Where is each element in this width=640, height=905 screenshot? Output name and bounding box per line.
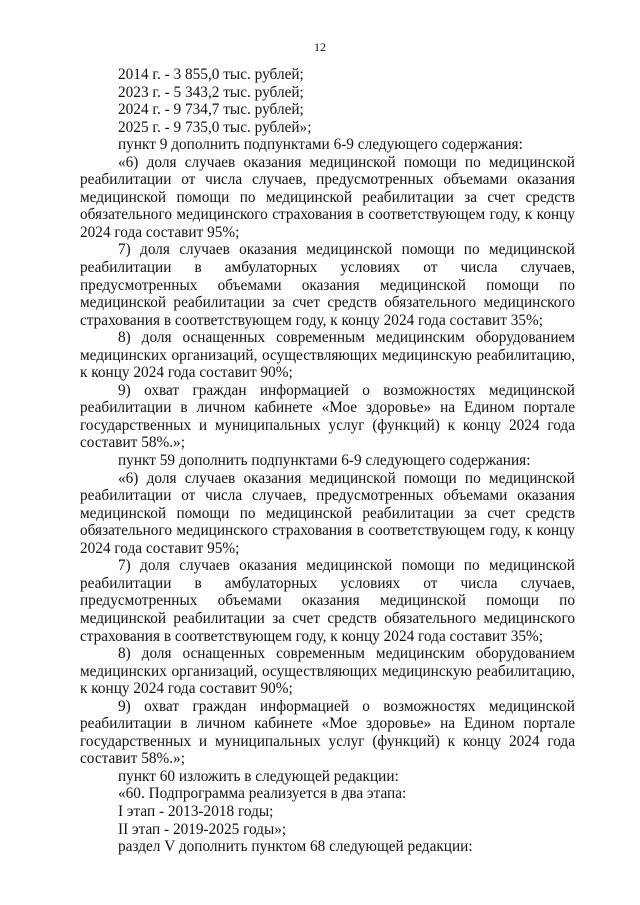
paragraph-item-8: 8) доля оснащенных современным медицинским оборудованием медицинских организаций, осуществляющих медицинскую реабилитацию, к концу 2024 года составит 90%; [80, 329, 575, 382]
paragraph-item-6: «6) доля случаев оказания медицинской помощи по медицинской реабилитации от числа случаев, предусмотренных объемами оказания медицинской помощи по медицинской реабилитации за счет средств обязательного медицинского страхования в соответствующем году, к концу 2024 года составит 95%; [80, 153, 575, 241]
paragraph-point-59-intro: пункт 59 дополнить подпунктами 6-9 следующего содержания: [118, 452, 531, 470]
paragraph-point-9-intro: пункт 9 дополнить подпунктами 6-9 следующего содержания: [118, 136, 523, 154]
paragraph-section-v-intro: раздел V дополнить пунктом 68 следующей редакции: [118, 838, 473, 856]
paragraph-point-60-intro: пункт 60 изложить в следующей редакции: [118, 767, 399, 785]
paragraph-stage-2: II этап - 2019-2025 годы»; [118, 820, 287, 838]
paragraph-funding-2023: 2023 г. - 5 343,2 тыс. рублей; [118, 83, 304, 101]
document-body [80, 66, 575, 856]
paragraph-item-6: «6) доля случаев оказания медицинской помощи по медицинской реабилитации от числа случаев, предусмотренных объемами оказания медицинской помощи по медицинской реабилитации за счет средств обязательного медицинского страхования в соответствующем году, к концу 2024 года составит 95%; [80, 469, 575, 557]
paragraph-funding-2025: 2025 г. - 9 735,0 тыс. рублей»; [118, 118, 312, 136]
paragraph-funding-2024: 2024 г. - 9 734,7 тыс. рублей; [118, 101, 304, 119]
page-number: 12 [314, 40, 326, 54]
paragraph-stage-1: I этап - 2013-2018 годы; [118, 802, 274, 820]
paragraph-item-7: 7) доля случаев оказания медицинской помощи по медицинской реабилитации в амбулаторных условиях от числа случаев, предусмотренных объемами оказания медицинской помощи по медицинской реабилитации за счет средств обязательного медицинского страхования в соответствующем году, к концу 2024 года составит 35%; [80, 557, 575, 645]
paragraph-point-60-text: «60. Подпрограмма реализуется в два этапа: [118, 785, 407, 803]
paragraph-item-8: 8) доля оснащенных современным медицинским оборудованием медицинских организаций, осуществляющих медицинскую реабилитацию, к концу 2024 года составит 90%; [80, 645, 575, 698]
paragraph-funding-2014: 2014 г. - 3 855,0 тыс. рублей; [118, 66, 304, 83]
paragraph-item-9: 9) охват граждан информацией о возможностях медицинской реабилитации в личном кабинете «Мое здоровье» на Едином портале государственных и муниципальных услуг (функций) к концу 2024 года составит 58%.»; [80, 381, 575, 452]
paragraph-item-9: 9) охват граждан информацией о возможностях медицинской реабилитации в личном кабинете «Мое здоровье» на Едином портале государственных и муниципальных услуг (функций) к концу 2024 года составит 58%.»; [80, 697, 575, 768]
paragraph-item-7: 7) доля случаев оказания медицинской помощи по медицинской реабилитации в амбулаторных условиях от числа случаев, предусмотренных объемами оказания медицинской помощи по медицинской реабилитации за счет средств обязательного медицинского страхования в соответствующем году, к концу 2024 года составит 35%; [80, 241, 575, 329]
